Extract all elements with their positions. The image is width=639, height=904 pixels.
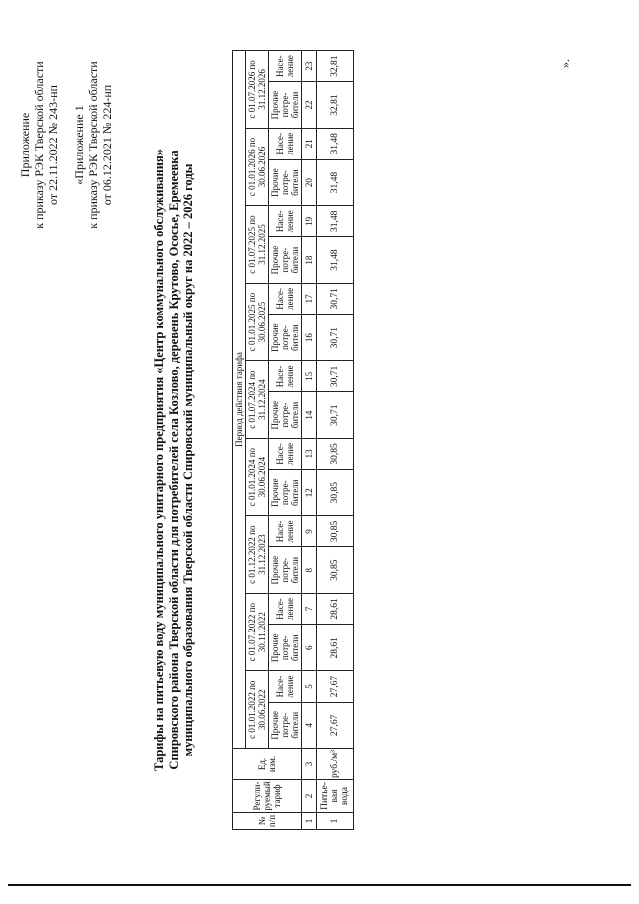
column-number: 21 <box>302 128 317 159</box>
appendix-line: от 22.11.2022 № 243-нп <box>46 85 60 205</box>
document-title <box>152 70 196 850</box>
tariff-value: 32,81 <box>317 51 354 82</box>
consumer-other-header: Прочие потре-бители <box>269 625 302 671</box>
consumer-population-header: Насе-ление <box>269 283 302 314</box>
header-unit: Ед. изм. <box>233 749 302 780</box>
tariff-value: 31,48 <box>317 237 354 283</box>
appendix1-line: к приказу РЭК Тверской области <box>86 61 100 229</box>
column-number: 20 <box>302 159 317 205</box>
appendix1-line: «Приложение 1 <box>72 105 86 185</box>
tariff-value: 30,85 <box>317 547 354 593</box>
title-line: Спировского района Тверской области для потребителей села Козлово, деревень Крутово, Ососье, Еремеевка <box>166 150 181 770</box>
consumer-population-header: Насе-ление <box>269 128 302 159</box>
column-number: 12 <box>302 469 317 515</box>
period-cell: с 01.07.2026 по 31.12.2026 <box>246 51 269 129</box>
tariff-value: 30,85 <box>317 516 354 547</box>
period-cell: с 01.01.2024 по 30.06.2024 <box>246 438 269 516</box>
consumer-other-header: Прочие потре-бители <box>269 82 302 128</box>
column-number: 14 <box>302 392 317 438</box>
title-line: муниципального образования Тверской области Спировский муниципальный округ на 2022 – 2026 годы <box>181 163 195 757</box>
column-number: 9 <box>302 516 317 547</box>
closing-quote-mark: ». <box>558 59 572 68</box>
column-number: 16 <box>302 314 317 360</box>
column-number: 19 <box>302 206 317 237</box>
tariff-value: 30,85 <box>317 469 354 515</box>
rotated-document-page <box>10 10 610 890</box>
column-number: 7 <box>302 593 317 624</box>
consumer-other-header: Прочие потре-бители <box>269 237 302 283</box>
period-cell: с 01.01.2025 по 30.06.2025 <box>246 283 269 361</box>
tariff-value: 31,48 <box>317 206 354 237</box>
column-number: 22 <box>302 82 317 128</box>
tariff-value: 28,61 <box>317 625 354 671</box>
appendix-header <box>18 20 60 270</box>
consumer-other-header: Прочие потре-бители <box>269 159 302 205</box>
column-number: 4 <box>302 702 317 748</box>
row-number: 1 <box>317 813 354 830</box>
column-number: 13 <box>302 438 317 469</box>
title-line: Тарифы на питьевую воду муниципального унитарного предприятия «Центр коммунального обслуживания» <box>152 149 166 771</box>
consumer-other-header: Прочие потре-бители <box>269 314 302 360</box>
consumer-population-header: Насе-ление <box>269 516 302 547</box>
consumer-population-header: Насе-ление <box>269 438 302 469</box>
column-number: 17 <box>302 283 317 314</box>
column-number: 15 <box>302 361 317 392</box>
column-number: 18 <box>302 237 317 283</box>
consumer-population-header: Насе-ление <box>269 206 302 237</box>
tariff-value: 31,48 <box>317 128 354 159</box>
consumer-other-header: Прочие потре-бители <box>269 469 302 515</box>
header-no: № п/п <box>233 813 302 830</box>
appendix1-line: от 06.12.2021 № 224-нп <box>100 84 114 206</box>
period-cell: с 01.07.2025 по 31.12.2025 <box>246 206 269 284</box>
tariff-value: 32,81 <box>317 82 354 128</box>
column-number: 3 <box>302 749 317 780</box>
tariff-value: 30,71 <box>317 283 354 314</box>
consumer-population-header: Насе-ление <box>269 593 302 624</box>
tariff-value: 30,85 <box>317 438 354 469</box>
tariff-value: 27,67 <box>317 702 354 748</box>
consumer-other-header: Прочие потре-бители <box>269 547 302 593</box>
tariff-value: 28,61 <box>317 593 354 624</box>
consumer-other-header: Прочие потре-бители <box>269 702 302 748</box>
header-regulated-tariff: Регули-руемый тариф <box>233 780 302 813</box>
column-number: 23 <box>302 51 317 82</box>
consumer-population-header: Насе-ление <box>269 361 302 392</box>
appendix-line: к приказу РЭК Тверской области <box>32 61 46 229</box>
tariff-value: 30,71 <box>317 361 354 392</box>
row-tariff-name: Питье-вая вода <box>317 780 354 813</box>
column-number: 5 <box>302 671 317 702</box>
appendix1-header <box>72 10 114 280</box>
column-number: 2 <box>302 780 317 813</box>
tariff-value: 30,71 <box>317 314 354 360</box>
period-cell: с 01.12.2022 по 31.12.2023 <box>246 516 269 594</box>
period-cell: с 01.07.2022 по 30.11.2022 <box>246 593 269 671</box>
period-cell: с 01.07.2024 по 31.12.2024 <box>246 361 269 439</box>
appendix-line: Приложение <box>18 112 32 178</box>
tariff-table <box>232 50 354 830</box>
column-number: 1 <box>302 813 317 830</box>
period-cell: с 01.01.2022 по 30.06.2022 <box>246 671 269 749</box>
tariff-value: 27,67 <box>317 671 354 702</box>
column-number: 6 <box>302 625 317 671</box>
scan-bottom-edge-line <box>8 884 631 886</box>
consumer-other-header: Прочие потре-бители <box>269 392 302 438</box>
table-row <box>317 51 354 830</box>
row-unit: руб./м³ <box>317 749 354 780</box>
period-cell: с 01.01.2026 по 30.06.2026 <box>246 128 269 206</box>
consumer-population-header: Насе-ление <box>269 51 302 82</box>
tariff-value: 30,71 <box>317 392 354 438</box>
consumer-population-header: Насе-ление <box>269 671 302 702</box>
header-period: Период действия тарифа <box>233 51 246 749</box>
tariff-value: 31,48 <box>317 159 354 205</box>
column-number: 8 <box>302 547 317 593</box>
